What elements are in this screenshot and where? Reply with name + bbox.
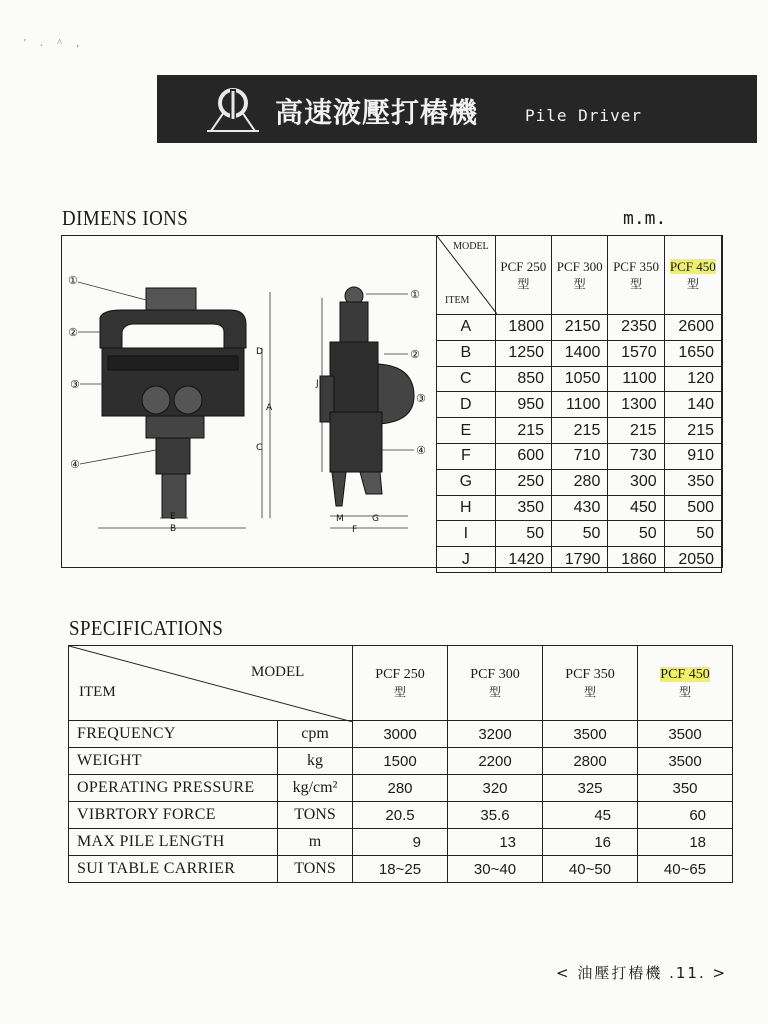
table-row: D 950 1100 1300 140 [437,392,722,418]
callout-2-right: ② [410,348,420,361]
table-row: F 600 710 730 910 [437,443,722,469]
dimensions-header-row [437,236,722,315]
table-row: H 350 430 450 500 [437,495,722,521]
company-logo-icon [205,81,261,137]
table-row: FREQUENCY cpm 3000 3200 3500 3500 [69,721,733,748]
callout-1-left: ① [68,274,78,287]
dim-label-a: A [266,403,273,413]
dim-label-b: B [170,524,177,534]
spec-model-pcf450: PCF 450 型 [638,646,733,721]
spec-model-pcf250: PCF 250 型 [353,646,448,721]
table-row: VIBRTORY FORCE TONS 20.5 35.6 45 60 [69,802,733,829]
dim-model-pcf300: PCF 300 型 [552,236,608,315]
dim-model-pcf350: PCF 350 型 [608,236,664,315]
specifications-corner-cell [69,646,353,721]
dim-label-m: M [336,514,344,524]
scan-speck: ' . ^ , [24,38,85,49]
dimensions-table [436,235,722,573]
dim-model-pcf250: PCF 250 型 [495,236,551,315]
title-banner [157,75,757,143]
spec-model-pcf300: PCF 300 型 [448,646,543,721]
specifications-heading: SPECIFICATIONS [69,616,224,640]
table-row: B 1250 1400 1570 1650 [437,340,722,366]
dimensions-unit: m.m. [623,208,667,229]
pile-driver-diagram [62,236,437,567]
dimensions-corner-model: MODEL [453,241,489,252]
callout-4-right: ④ [416,444,426,457]
spec-model-pcf350: PCF 350 型 [543,646,638,721]
table-row: E 215 215 215 215 [437,418,722,444]
dim-label-f: F [352,525,358,535]
callout-3-right: ③ [416,392,426,405]
dim-label-e: E [170,512,176,522]
callout-3-left: ③ [70,378,80,391]
dim-label-d: D [256,347,263,357]
specifications-table [68,645,733,883]
page-footer: < 油壓打樁機 .11. > [556,964,728,982]
dim-model-pcf450: PCF 450 型 [664,236,721,315]
table-row: C 850 1050 1100 120 [437,366,722,392]
dimensions-heading: DIMENS IONS [62,206,189,230]
dimensions-corner-cell [437,236,496,315]
page-title-english: Pile Driver [525,106,642,125]
dimensions-corner-item: ITEM [445,295,470,306]
dimensions-box [61,235,723,568]
table-row: SUI TABLE CARRIER TONS 18~25 30~40 40~50 40~65 [69,856,733,883]
specifications-header-row [69,646,733,721]
table-row: A 1800 2150 2350 2600 [437,315,722,341]
callout-1-right: ① [410,288,420,301]
table-row: OPERATING PRESSURE kg/cm² 280 320 325 350 [69,775,733,802]
specifications-corner-item: ITEM [79,684,116,700]
table-row: WEIGHT kg 1500 2200 2800 3500 [69,748,733,775]
callout-2-left: ② [68,326,78,339]
callout-4-left: ④ [70,458,80,471]
dim-label-c: C [256,443,263,453]
table-row: G 250 280 300 350 [437,469,722,495]
specifications-corner-model: MODEL [251,664,305,680]
page-title-chinese: 高速液壓打樁機 [275,96,479,129]
table-row: J 1420 1790 1860 2050 [437,547,722,573]
table-row: MAX PILE LENGTH m 9 13 16 18 [69,829,733,856]
table-row: I 50 50 50 50 [437,521,722,547]
dim-label-j: J [316,379,319,389]
dim-label-g: G [372,514,379,524]
